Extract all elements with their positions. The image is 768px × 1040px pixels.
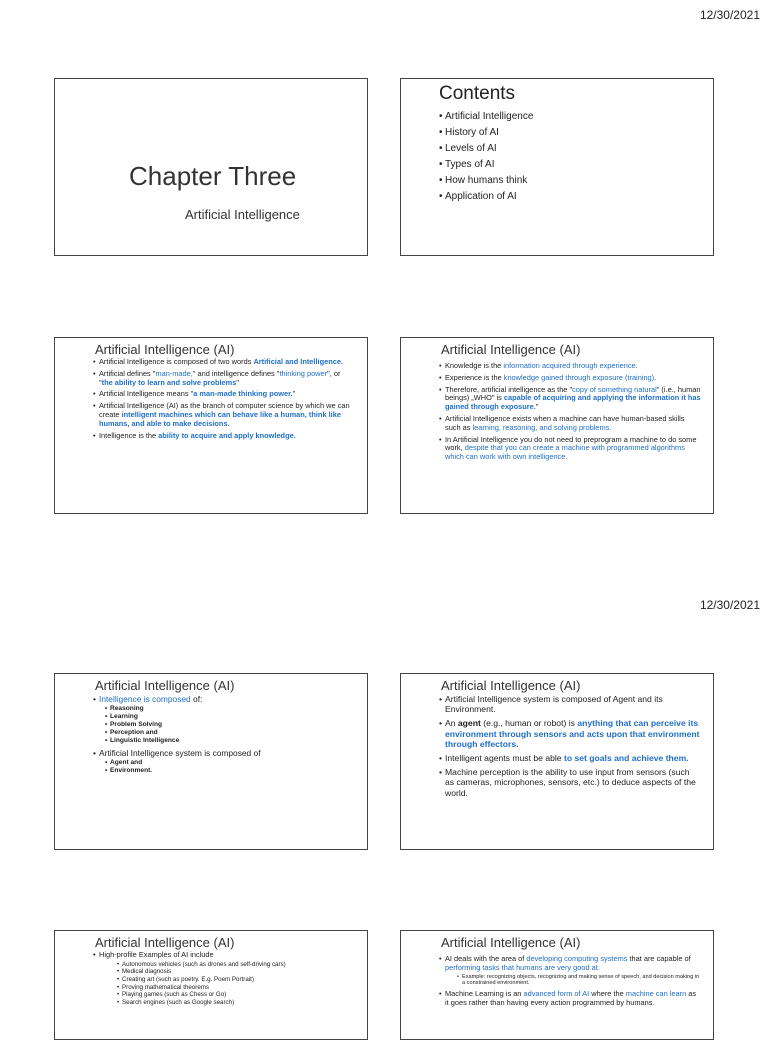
text: Intelligence is the: [99, 430, 159, 440]
text: High-profile Examples of AI include: [99, 950, 214, 959]
text: Artificial Intelligence exists when a machine can have human-based skills such as: [445, 413, 685, 432]
highlight-text: knowledge gained through exposure (training): [503, 372, 655, 382]
highlight-text: machine can learn: [625, 988, 687, 998]
bullet-item: [439, 955, 701, 987]
text: where the: [589, 988, 626, 998]
bullet-item: [439, 362, 701, 371]
highlight-text: Artificial and Intelligence.: [253, 357, 343, 366]
text: Artificial Intelligence (AI) as the branch of computer science by which we can create: [99, 401, 350, 419]
text: " (i.e., human beings) „WHO" is: [445, 384, 701, 403]
highlight-text: the ability to learn and solve problems: [101, 377, 237, 387]
slide-ai-composition: [54, 673, 368, 850]
contents-item: • Application of AI: [439, 189, 533, 205]
sub-list: [451, 974, 701, 987]
highlight-text: advanced form of AI: [523, 988, 590, 998]
bullet-item: [93, 402, 355, 428]
bullet-item: [439, 767, 701, 798]
text: Artificial defines ": [99, 368, 156, 378]
text: (e.g., human or robot) is: [480, 718, 578, 729]
slide-heading: Artificial Intelligence (AI): [95, 342, 235, 357]
highlight-text: anything that can perceive its environment through sensors and acts upon that environment through effectors.: [445, 718, 700, 749]
text: An: [445, 718, 458, 729]
sub-item: • Problem Solving: [105, 721, 355, 729]
highlight-text: learning, reasoning, and solving problems.: [472, 422, 612, 432]
bullet-item: [439, 990, 701, 1008]
bullet-item: [93, 748, 355, 775]
text: Artificial Intelligence system is composed of: [99, 748, 261, 758]
text: Intelligent agents must be able: [445, 753, 564, 764]
bullet-list: [439, 362, 701, 465]
bullet-item: [439, 694, 701, 714]
sub-item: • Environment.: [105, 767, 355, 775]
highlight-text: ability to acquire and apply knowledge.: [158, 430, 296, 440]
highlight-text: intelligent machines which can behave like a human, think like humans, and able to make decisions.: [99, 409, 341, 428]
text: as it goes rather than having every action programmed by humans.: [445, 988, 697, 1007]
text: Artificial Intelligence is composed of two words: [99, 357, 254, 366]
highlight-text: Intelligence is composed: [99, 694, 191, 704]
contents-item: • Artificial Intelligence: [439, 109, 533, 125]
bullet-list: [93, 358, 355, 443]
bullet-item: [439, 386, 701, 412]
slide-title: [54, 78, 368, 256]
highlight-text: despite that you can create a machine with programmed algorithms which can work with own intelligence.: [445, 443, 685, 462]
text: In Artificial Intelligence you do not need to preprogram a machine to do some work,: [445, 434, 697, 453]
text: ": [236, 377, 239, 387]
bullet-item: [439, 415, 701, 433]
sub-item: • Learning: [105, 713, 355, 721]
text: Therefore, artificial intelligence as the ": [445, 384, 573, 394]
bullet-list: [439, 955, 701, 1010]
bullet-item: [439, 436, 701, 462]
slide-ai-definition: [54, 337, 368, 514]
bullet-list: [93, 694, 355, 778]
sub-item: • Proving mathematical theorems: [117, 984, 355, 992]
text: .: [654, 372, 657, 382]
bullet-item: [93, 951, 355, 1006]
contents-title: Contents: [439, 83, 516, 104]
contents-list: [439, 109, 533, 205]
slide-ai-knowledge: [400, 337, 714, 514]
text: Artificial Intelligence means ": [99, 389, 194, 399]
bullet-item: [439, 718, 701, 749]
sub-list: [99, 705, 355, 745]
text: Knowledge is the: [445, 361, 504, 370]
bullet-item: [439, 374, 701, 383]
text: ", or ": [99, 368, 341, 387]
highlight-text: copy of something natural: [572, 384, 657, 394]
highlight-text: man-made,: [155, 368, 193, 378]
text: that are capable of: [627, 954, 691, 963]
chapter-subtitle: Artificial Intelligence: [185, 207, 300, 222]
slide-heading: Artificial Intelligence (AI): [95, 935, 235, 950]
highlight-text: developing computing systems: [526, 954, 628, 963]
text: Machine Learning is an: [445, 988, 524, 998]
bullet-item: [93, 694, 355, 745]
highlight-text: to set goals and achieve them.: [563, 753, 689, 764]
sub-item: • Autonomous vehicles (such as drones and self-driving cars): [117, 961, 355, 969]
sub-list: [99, 759, 355, 775]
sub-item: • Linguistic Intelligence: [105, 737, 355, 745]
contents-item: • Types of AI: [439, 157, 533, 173]
highlight-text: thinking power: [279, 368, 328, 378]
text: Experience is the: [445, 372, 504, 382]
slide-heading: Artificial Intelligence (AI): [441, 935, 581, 950]
text: ": [535, 402, 539, 412]
text: AI deals with the area of: [445, 954, 527, 963]
bold-text: agent: [457, 718, 481, 729]
chapter-title: Chapter Three: [129, 161, 297, 191]
sub-item: • Medical diagnosis: [117, 968, 355, 976]
slide-contents: [400, 78, 714, 256]
sub-item: • Creating art (such as poetry. E.g. Poem Portrait): [117, 976, 355, 984]
slide-ai-agent: [400, 673, 714, 850]
page-date: 12/30/2021: [699, 598, 760, 612]
text: " and intelligence defines ": [192, 368, 280, 378]
text: Machine perception is the ability to use input from sensors (such as cameras, microphones, sensors, etc.) to deduce aspects of the world.: [445, 767, 696, 798]
sub-item: • Reasoning: [105, 705, 355, 713]
slide-heading: Artificial Intelligence (AI): [441, 678, 581, 693]
text: ": [292, 389, 296, 399]
highlight-text: performing tasks that humans are very good at.: [445, 962, 600, 972]
sub-item: • Playing games (such as Chess or Go): [117, 991, 355, 999]
bullet-list: [93, 951, 355, 1009]
slide-heading: Artificial Intelligence (AI): [95, 678, 235, 693]
bullet-item: [93, 370, 355, 388]
highlight-text: information acquired through experience.: [503, 361, 638, 370]
highlight-text: a man-made thinking power.: [193, 389, 293, 399]
contents-item: • History of AI: [439, 125, 533, 141]
contents-item: • How humans think: [439, 173, 533, 189]
sub-item: • Example: recognizing objects, recognizing and making sense of speech, and decision making in a constrained environment.: [457, 974, 701, 987]
page-date: 12/30/2021: [699, 8, 760, 22]
bullet-item: [93, 390, 355, 399]
sub-item: • Search engines (such as Google search): [117, 999, 355, 1007]
text: Artificial Intelligence system is composed of Agent and its Environment.: [445, 694, 663, 715]
sub-list: [99, 961, 355, 1007]
highlight-text: capable of acquiring and applying the information it has gained through exposure.: [445, 393, 701, 412]
bullet-item: [439, 753, 701, 763]
contents-item: • Levels of AI: [439, 141, 533, 157]
slide-heading: Artificial Intelligence (AI): [441, 342, 581, 357]
bullet-list: [439, 694, 701, 802]
bullet-item: [93, 358, 355, 367]
text: of:: [190, 694, 203, 704]
bullet-item: [93, 432, 355, 441]
sub-item: • Agent and: [105, 759, 355, 767]
sub-item: • Perception and: [105, 729, 355, 737]
